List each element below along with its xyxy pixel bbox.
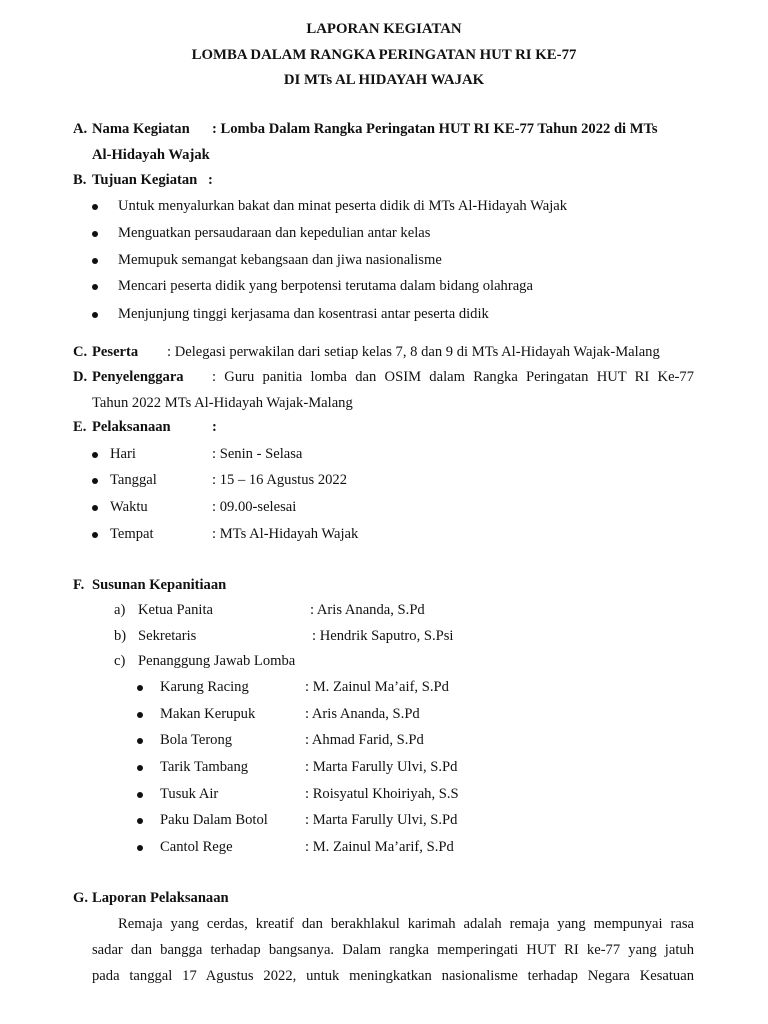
section-d-label: Penyelenggara	[92, 369, 184, 385]
section-e-letter: E.	[73, 419, 87, 435]
tujuan-item: Menjunjung tinggi kerjasama dan kosentrasi antar peserta didik	[118, 306, 489, 322]
lomba-label: Makan Kerupuk	[160, 706, 256, 722]
section-c-label: Peserta	[92, 344, 139, 360]
pelaksanaan-label: Tempat	[110, 526, 154, 542]
lomba-label: Paku Dalam Botol	[160, 812, 268, 828]
lomba-label: Tusuk Air	[160, 786, 219, 802]
panitia-label: Ketua Panita	[138, 602, 213, 618]
lomba-label: Karung Racing	[160, 679, 249, 695]
panitia-marker: c)	[114, 653, 126, 669]
bullet-icon	[92, 505, 98, 511]
panitia-marker: b)	[114, 628, 127, 644]
section-b-colon: :	[208, 172, 213, 188]
report-paragraph-line: sadar dan bangga terhadap bangsanya. Dalam rangka memperingati HUT RI ke-77 yang jatuh	[92, 943, 694, 958]
pelaksanaan-label: Waktu	[110, 499, 148, 515]
section-c-value: : Delegasi perwakilan dari setiap kelas 7, 8 dan 9 di MTs Al-Hidayah Wajak-Malang	[167, 344, 660, 360]
lomba-value: : Marta Farully Ulvi, S.Pd	[305, 812, 458, 828]
section-e-label: Pelaksanaan	[92, 419, 171, 435]
bullet-icon	[92, 312, 98, 318]
bullet-icon	[92, 204, 98, 210]
pelaksanaan-value: : 15 – 16 Agustus 2022	[212, 472, 348, 488]
section-a-value: : Lomba Dalam Rangka Peringatan HUT RI KE-77 Tahun 2022 di MTs	[212, 121, 658, 137]
tujuan-item: Mencari peserta didik yang berpotensi terutama dalam bidang olahraga	[118, 278, 533, 294]
bullet-icon	[137, 712, 143, 718]
pelaksanaan-label: Hari	[110, 446, 136, 462]
pelaksanaan-value: : MTs Al-Hidayah Wajak	[212, 526, 359, 542]
section-a-value-cont: Al-Hidayah Wajak	[92, 147, 210, 163]
bullet-icon	[92, 478, 98, 484]
panitia-value: : Aris Ananda, S.Pd	[310, 602, 425, 618]
bullet-icon	[92, 532, 98, 538]
section-e-colon: :	[212, 419, 217, 435]
panitia-label: Penanggung Jawab Lomba	[138, 653, 296, 669]
panitia-label: Sekretaris	[138, 628, 197, 644]
pelaksanaan-label: Tanggal	[110, 472, 157, 488]
tujuan-item: Untuk menyalurkan bakat dan minat peserta didik di MTs Al-Hidayah Wajak	[118, 198, 568, 214]
section-f-letter: F.	[73, 577, 85, 593]
report-paragraph-line: Remaja yang cerdas, kreatif dan berakhlakul karimah adalah remaja yang mempunyai rasa	[118, 917, 694, 932]
section-c-letter: C.	[73, 344, 88, 360]
section-d-value-cont: Tahun 2022 MTs Al-Hidayah Wajak-Malang	[92, 395, 353, 411]
report-location: DI MTs AL HIDAYAH WAJAK	[283, 72, 485, 88]
section-g-letter: G.	[73, 890, 88, 906]
report-title: LAPORAN KEGIATAN	[306, 21, 462, 37]
bullet-icon	[137, 738, 143, 744]
bullet-icon	[137, 685, 143, 691]
bullet-icon	[137, 792, 143, 798]
section-b-label: Tujuan Kegiatan	[92, 172, 198, 188]
section-d-letter: D.	[73, 369, 88, 385]
section-a-letter: A.	[73, 121, 88, 137]
section-f-label: Susunan Kepanitiaan	[92, 577, 227, 593]
pelaksanaan-value: : 09.00-selesai	[212, 499, 297, 515]
panitia-marker: a)	[114, 602, 126, 618]
bullet-icon	[92, 284, 98, 290]
bullet-icon	[137, 765, 143, 771]
bullet-icon	[137, 845, 143, 851]
panitia-value: : Hendrik Saputro, S.Psi	[312, 628, 454, 644]
bullet-icon	[92, 231, 98, 237]
lomba-value: : M. Zainul Ma’aif, S.Pd	[305, 679, 449, 695]
tujuan-item: Menguatkan persaudaraan dan kepedulian antar kelas	[118, 225, 431, 241]
lomba-label: Tarik Tambang	[160, 759, 249, 775]
section-b-letter: B.	[73, 172, 87, 188]
bullet-icon	[137, 818, 143, 824]
lomba-value: : Marta Farully Ulvi, S.Pd	[305, 759, 458, 775]
tujuan-item: Memupuk semangat kebangsaan dan jiwa nasionalisme	[118, 252, 442, 268]
lomba-label: Bola Terong	[160, 732, 233, 748]
lomba-value: : Ahmad Farid, S.Pd	[305, 732, 424, 748]
lomba-value: : Aris Ananda, S.Pd	[305, 706, 420, 722]
section-g-label: Laporan Pelaksanaan	[92, 890, 229, 906]
bullet-icon	[92, 452, 98, 458]
section-a-label: Nama Kegiatan	[92, 121, 190, 137]
bullet-icon	[92, 258, 98, 264]
lomba-label: Cantol Rege	[160, 839, 233, 855]
report-subtitle: LOMBA DALAM RANGKA PERINGATAN HUT RI KE-77	[191, 47, 577, 63]
pelaksanaan-value: : Senin - Selasa	[212, 446, 303, 462]
lomba-value: : M. Zainul Ma’arif, S.Pd	[305, 839, 454, 855]
section-d-value: : Guru panitia lomba dan OSIM dalam Rangka Peringatan HUT RI Ke-77	[212, 370, 694, 385]
report-paragraph-line: pada tanggal 17 Agustus 2022, untuk meningkatkan nasionalisme terhadap Negara Kesatuan	[92, 969, 694, 984]
lomba-value: : Roisyatul Khoiriyah, S.S	[305, 786, 459, 802]
